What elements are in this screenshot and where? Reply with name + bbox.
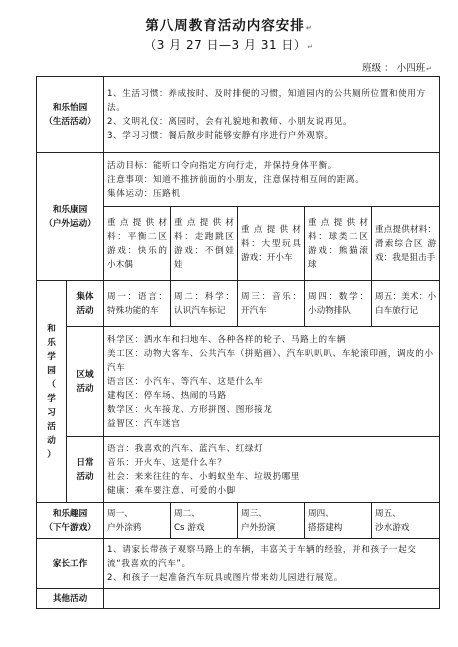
life-line-2: 2、文明礼仪：离园时，会有礼貌地和教师、小朋友说再见。 [107, 116, 353, 127]
outdoor-cell-4: 重点提供材料：球类二区 游戏：熊猫滚球 [305, 207, 372, 281]
life-activities-label: 和乐怡园 （生活活动） [37, 77, 104, 153]
family-line-2: 2、和孩子一起准备汽车玩具或图片带来幼儿园进行展览。 [107, 572, 343, 583]
daily-activities-label: 日常 活动 [67, 437, 104, 503]
daily-activities-content [104, 437, 440, 503]
group-cell-fri: 周五：美术：小白车旅行记 [372, 281, 440, 327]
group-cell-mon: 周一：语言：特殊功能的车 [104, 281, 171, 327]
learning-label: 和 乐 学 园 （ 学 习 活 动 ） [37, 281, 67, 503]
class-label: 班级 ： 小四班↵ [362, 63, 432, 74]
row-afternoon-games [37, 503, 440, 539]
schedule-table [36, 76, 440, 609]
family-work-label: 家长工作 [37, 539, 104, 589]
outdoor-goal: 活动目标：能听口令向指定方向行走，并保持身体平衡。 [107, 160, 337, 171]
family-line-1: 1、请家长带孩子观察马路上的车辆，丰富关于车辆的经验，并和孩子一起交流“我喜欢的汽车”。 [107, 544, 417, 569]
page-title: 第八周教育活动内容安排↵ [145, 18, 313, 34]
area-activities-label: 区域 活动 [67, 327, 104, 437]
row-family-work [37, 539, 440, 589]
row-other-activities [37, 589, 440, 609]
afternoon-cell-thu: 周四、 搭搭建构 [305, 503, 372, 539]
row-group-activities [37, 281, 440, 327]
afternoon-cell-tue: 周二、 Cs 游戏 [171, 503, 238, 539]
family-work-content [104, 539, 440, 589]
afternoon-cell-fri: 周五、 沙水游戏 [372, 503, 440, 539]
row-life-activities [37, 77, 440, 153]
area-activities-content [104, 327, 440, 437]
row-area-activities [37, 327, 440, 437]
life-line-3: 3、学习习惯：餐后散步时能够安静有序进行户外观察。 [107, 130, 334, 141]
afternoon-label: 和乐趣园 （下午游戏） [37, 503, 104, 539]
area-line-science: 科学区：洒水车和扫地车、各种各样的轮子、马路上的车辆 [107, 334, 347, 345]
outdoor-cell-5: 重点提供材料：滑索综合区 游戏：我是狙击手 [372, 207, 440, 281]
outdoor-label: 和乐康园 （户外运动） [37, 153, 104, 281]
area-line-construction: 建构区：停车场、热闹的马路 [107, 390, 227, 401]
area-line-math: 数学区：火车接龙、方形拼图、图形接龙 [107, 404, 273, 415]
other-activities-label: 其他活动 [37, 589, 104, 609]
other-activities-content [104, 589, 440, 609]
area-line-puzzle: 益智区：汽车迷宫 [107, 418, 181, 429]
afternoon-cell-mon: 周一、 户外涂鸦 [104, 503, 171, 539]
row-daily-activities [37, 437, 440, 503]
area-line-art: 美工区：动物大客车、公共汽车（拼贴画）、汽车叭叭叭、车轮滚印画，调皮的小汽车 [107, 348, 434, 373]
row-outdoor-info [37, 153, 440, 207]
life-activities-content [104, 77, 440, 153]
daily-line-music: 音乐：开火车、这是什么车？ [107, 457, 227, 468]
daily-line-health: 健康：乘车要注意、可爱的小脚 [107, 485, 236, 496]
outdoor-cell-3: 重点提供材料：大型玩具 游戏：开小车 [238, 207, 305, 281]
outdoor-notes: 注意事项：知道不推挤前面的小朋友，注意保持相互间的距离。 [107, 174, 365, 185]
outdoor-info [104, 153, 440, 207]
group-activities-label: 集体 活动 [67, 281, 104, 327]
group-cell-thu: 周四：数学：小动物排队 [305, 281, 372, 327]
date-range: （3 月 27 日—3 月 31 日）↵ [144, 38, 314, 52]
area-line-language: 语言区：小汽车、等汽车、这是什么车 [107, 376, 264, 387]
outdoor-cell-2: 重点提供材料：走跑跳区 游戏：不倒娃娃 [171, 207, 238, 281]
life-line-1: 1、生活习惯：养成按时、及时排便的习惯，知道园内的公共厕所位置和使用方法。 [107, 88, 426, 113]
outdoor-cell-1: 重点提供材料：平衡二区 游戏：快乐的小木偶 [104, 207, 171, 281]
outdoor-group-sport: 集体运动：压路机 [107, 188, 181, 199]
afternoon-cell-wed: 周三、 户外扮演 [238, 503, 305, 539]
group-cell-wed: 周三：音乐：开汽车 [238, 281, 305, 327]
daily-line-language: 语言：我喜欢的汽车、蓝汽车、红绿灯 [107, 443, 264, 454]
daily-line-social: 社会：来来往往的车、小蚂蚁坐车、垃圾扔哪里 [107, 471, 301, 482]
group-cell-tue: 周二：科学：认识汽车标记 [171, 281, 238, 327]
